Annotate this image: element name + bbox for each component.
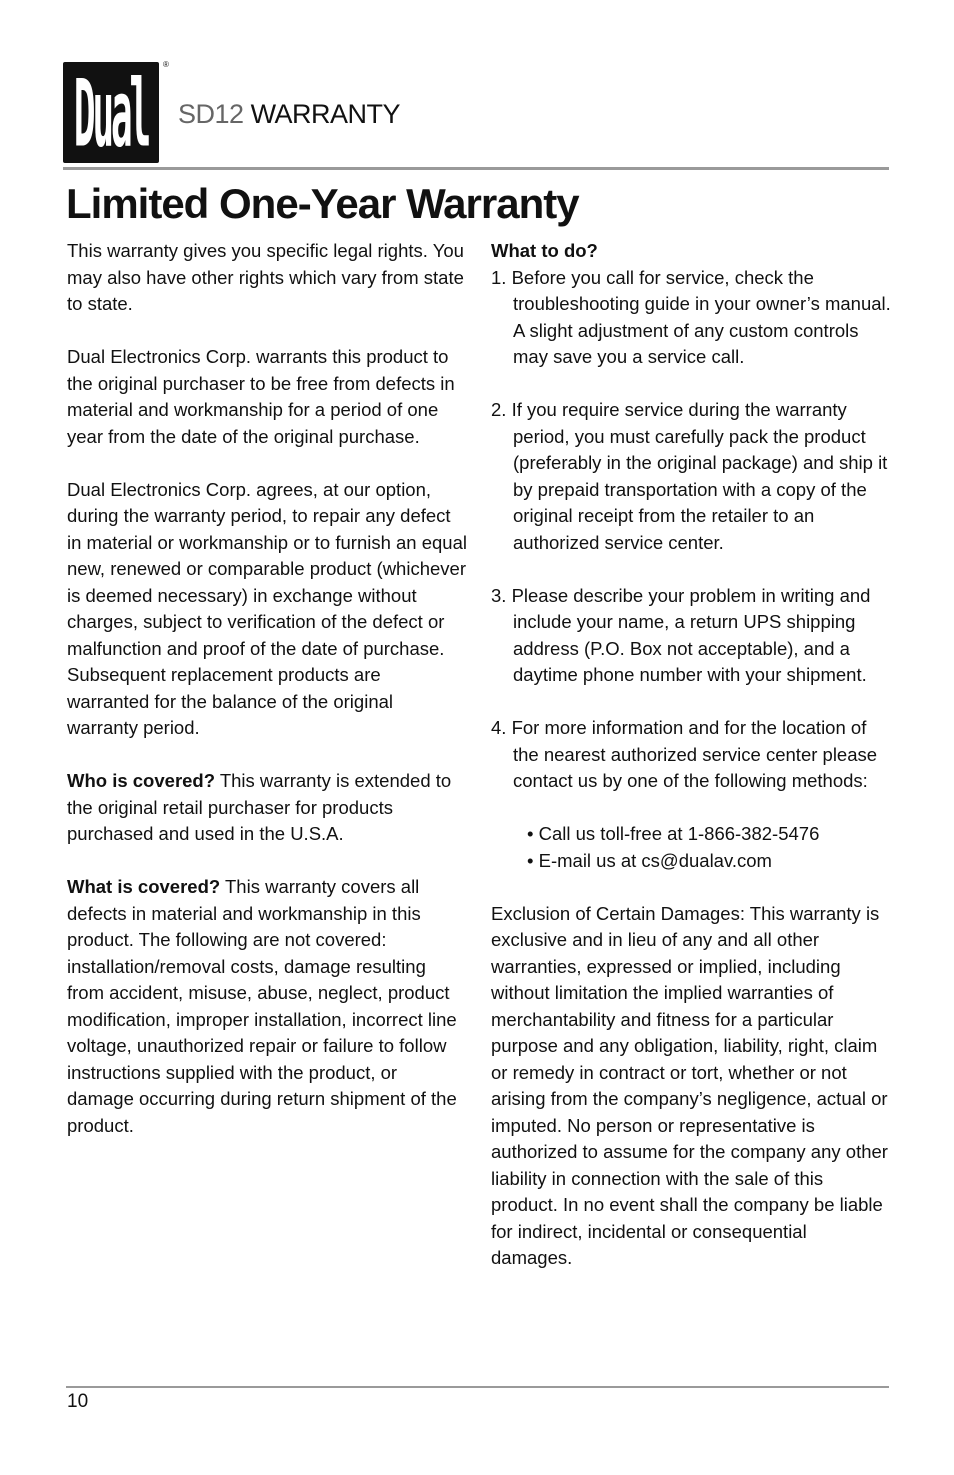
warrants-paragraph: Dual Electronics Corp. warrants this product to the original purchaser to be free from defects in material and workmanship for a period of one year from the date of the original purchase. — [67, 346, 455, 447]
contact-list — [491, 821, 891, 874]
header-word: WARRANTY — [250, 99, 401, 129]
what-covered-text: This warranty covers all defects in material and workmanship in this product. The following are not covered: installation/removal costs, damage resulting from accident, misuse, abuse, neglect, product modification, improper installation, incorrect line voltage, unauthorized repair or failure to follow instructions supplied with the product, or damage occurring during return shipment of the product. — [67, 876, 457, 1136]
registered-mark: ® — [163, 60, 169, 69]
what-covered-label: What is covered? — [67, 876, 221, 897]
step-3: 3. Please describe your problem in writing and include your name, a return UPS shipping address (P.O. Box not acceptable), and a daytime phone number with your shipment. — [491, 584, 871, 685]
who-covered-text: This warranty is extended to the original retail purchaser for products purchased and used in the U.S.A. — [67, 770, 452, 844]
agrees-paragraph: Dual Electronics Corp. agrees, at our option, during the warranty period, to repair any defect in material or workmanship or to furnish an equal new, renewed or comparable product (whichever is deemed necessary) in exchange without charges, subject to verification of the defect or malfunction and proof of the date of purchase. Subsequent replacement products are warranted for the balance of the original warranty period. — [67, 478, 467, 738]
step-4: 4. For more information and for the location of the nearest authorized service center please contact us by one of the following methods: — [491, 717, 878, 791]
logo-text: Dual — [73, 58, 149, 167]
who-covered-label: Who is covered? — [67, 770, 216, 791]
contact-phone: • Call us toll-free at 1-866-382-5476 — [527, 823, 820, 844]
exclusion-paragraph: Exclusion of Certain Damages: This warranty is exclusive and in lieu of any and all other warranties, expressed or implied, including without limitation the implied warranties of merchantability and fitness for a particular purpose and any obligation, liability, right, claim or remedy in contract or tort, whether or not arising from the company’s negligence, actual or imputed. No person or representative is authorized to assume for the company any other liability in connection with the sale of this product. In no event shall the company be liable for indirect, incidental or consequential damages. — [491, 902, 888, 1268]
step-2: 2. If you require service during the warranty period, you must carefully pack the product (preferably in the original package) and ship it by prepaid transportation with a copy of the original receipt from the retailer to an authorized service center. — [491, 399, 888, 553]
dual-logo — [63, 58, 169, 167]
who-covered-paragraph — [67, 768, 467, 848]
page-number: 10 — [67, 1391, 89, 1412]
step-1: 1. Before you call for service, check the troubleshooting guide in your owner’s manual. A slight adjustment of any custom controls may save you a service call. — [491, 266, 891, 367]
header-title — [178, 99, 400, 130]
model-name: SD12 — [178, 99, 244, 129]
contact-email: • E-mail us at cs@dualav.com — [527, 849, 772, 871]
right-column — [491, 238, 891, 1298]
bottom-divider — [66, 1386, 889, 1388]
top-divider — [63, 167, 889, 170]
what-to-do-heading: What to do? — [491, 240, 598, 261]
page-title: Limited One-Year Warranty — [66, 180, 579, 227]
what-covered-paragraph — [67, 874, 467, 1139]
rights-paragraph: This warranty gives you specific legal rights. You may also have other rights which vary from state to state. — [67, 240, 464, 314]
left-column — [67, 238, 467, 1166]
